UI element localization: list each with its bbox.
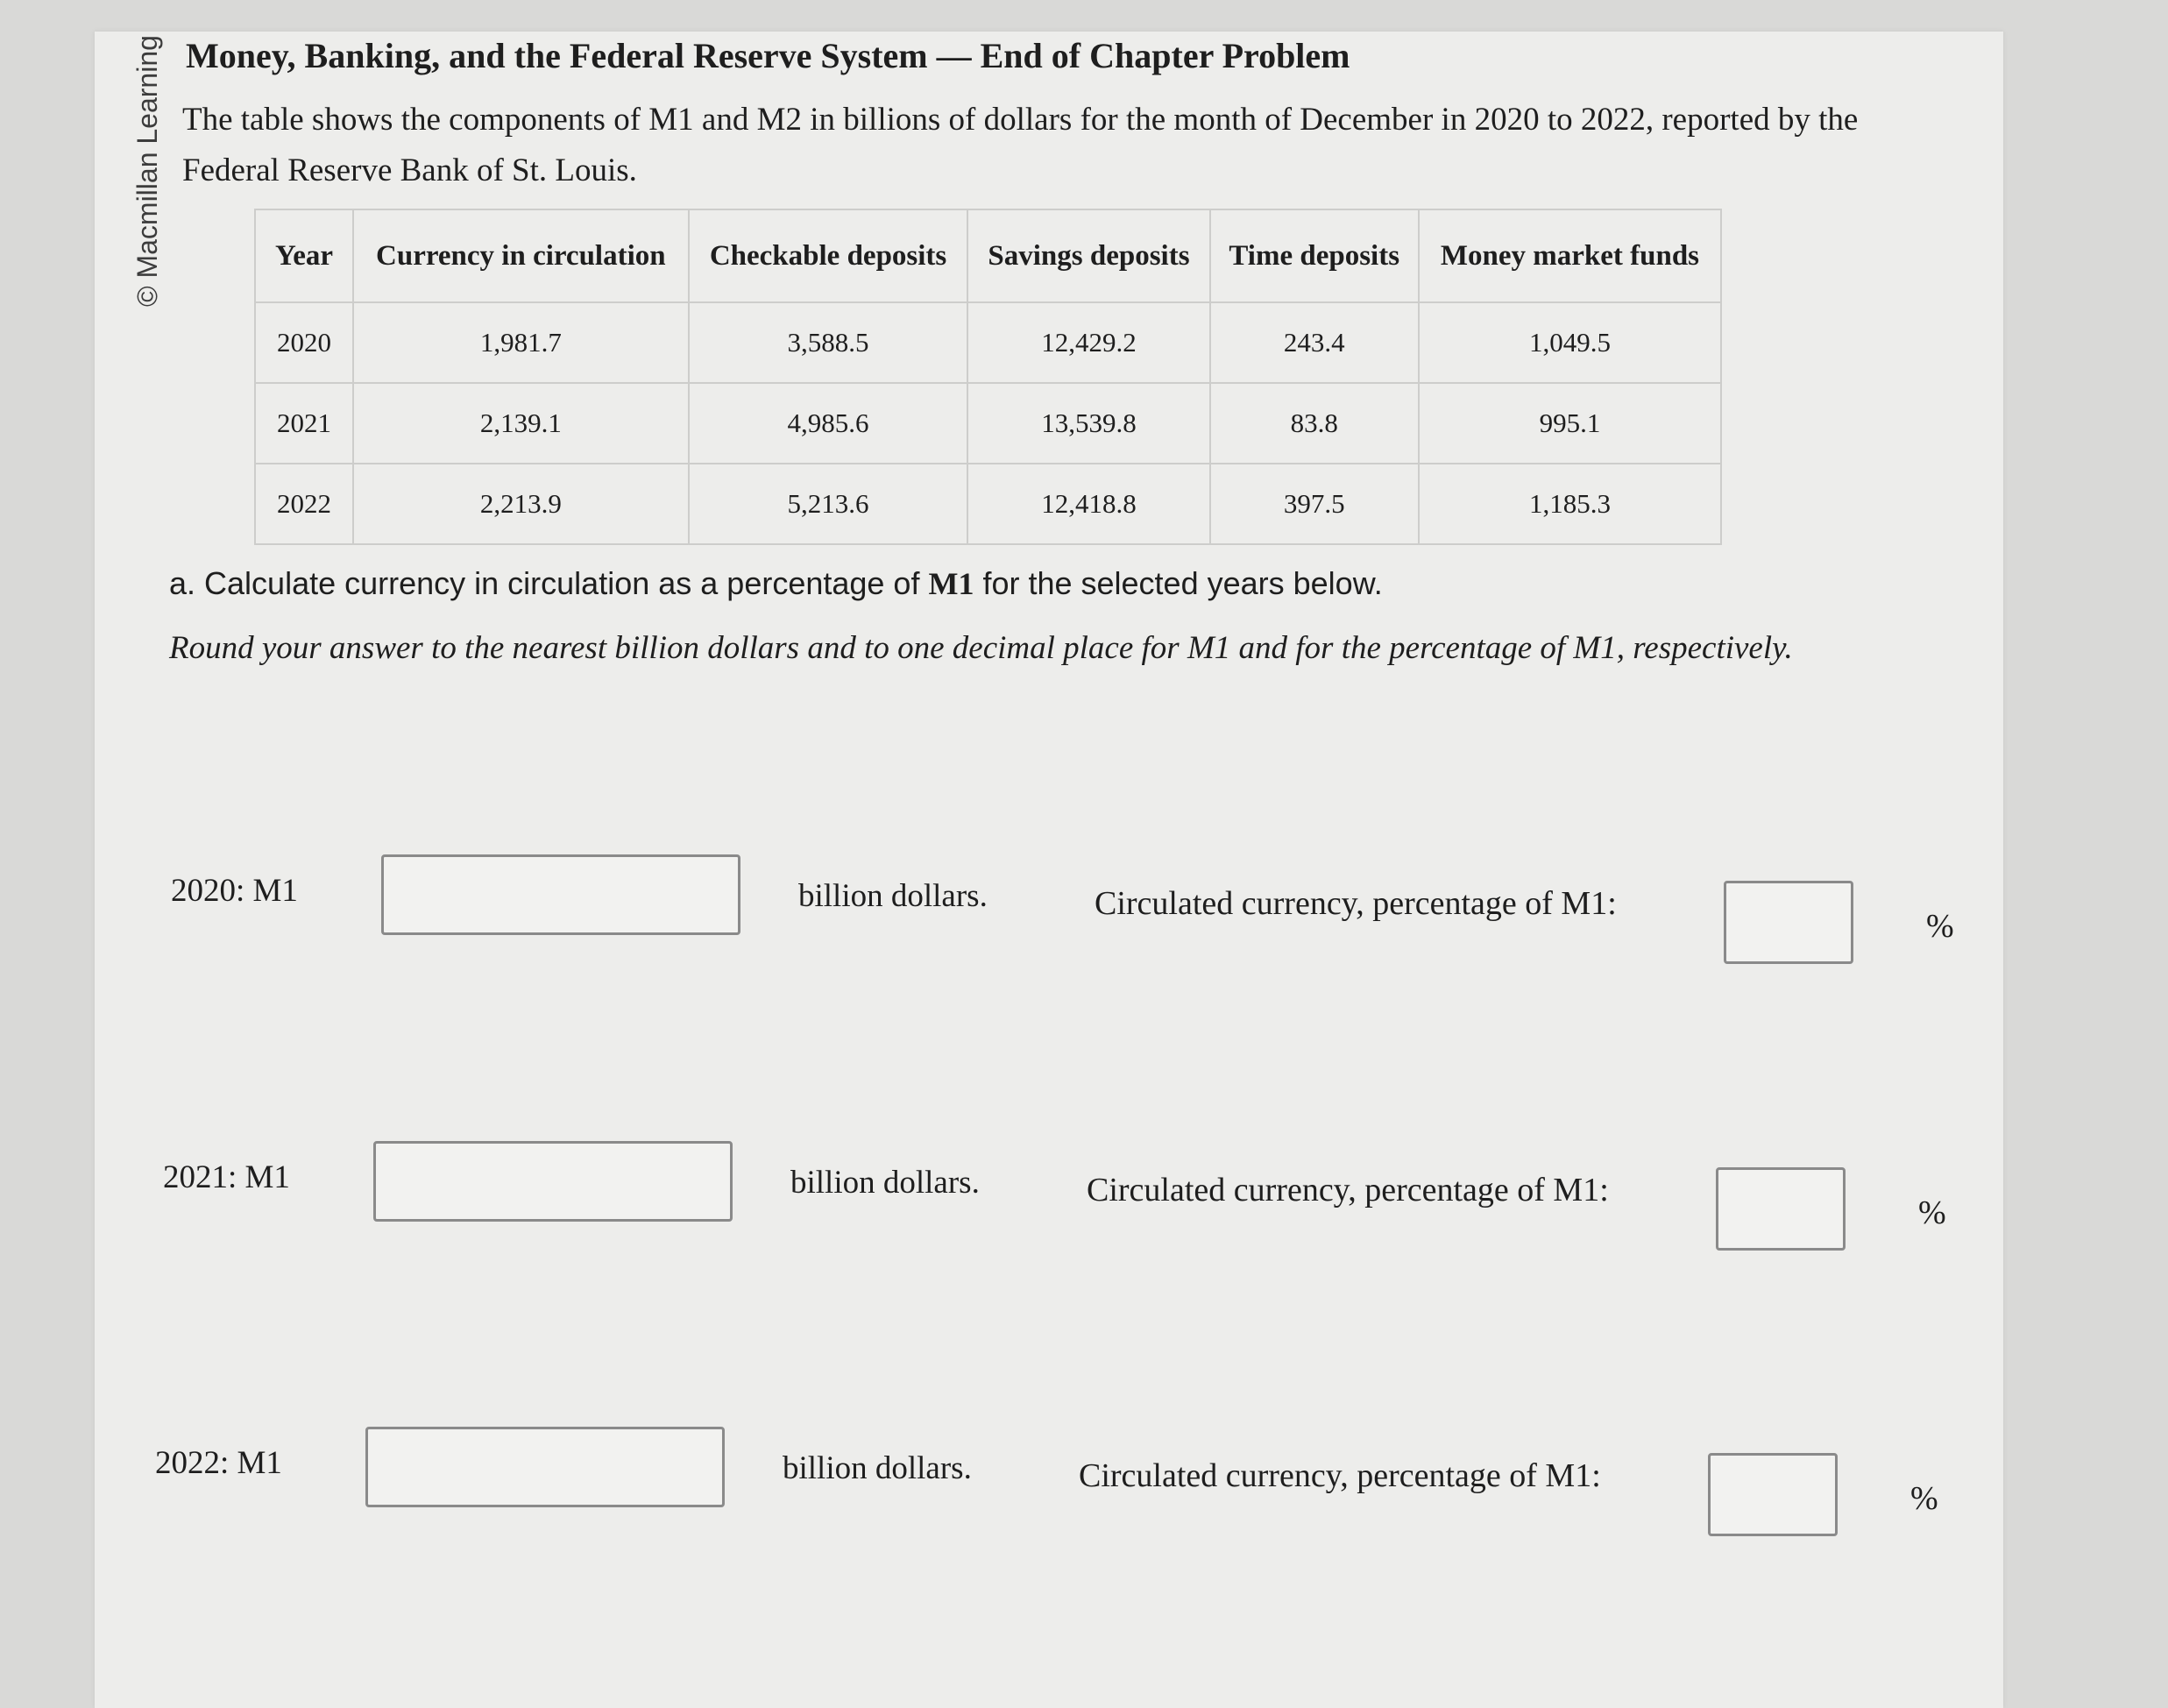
percentage-label: Circulated currency, percentage of M1: xyxy=(1079,1457,1601,1494)
column-header: Time deposits xyxy=(1210,209,1419,302)
column-header: Currency in circulation xyxy=(353,209,689,302)
table-cell: 12,418.8 xyxy=(967,464,1209,544)
table-header-row xyxy=(255,209,1721,302)
year-cell: 2020 xyxy=(255,302,353,383)
table-cell: 995.1 xyxy=(1419,383,1721,464)
table-cell: 1,185.3 xyxy=(1419,464,1721,544)
table-cell: 5,213.6 xyxy=(689,464,968,544)
column-header: Checkable deposits xyxy=(689,209,968,302)
answer-year-label: 2021: M1 xyxy=(163,1159,290,1195)
problem-title: Money, Banking, and the Federal Reserve System — End of Chapter Problem xyxy=(186,36,1350,75)
column-header: Money market funds xyxy=(1419,209,1721,302)
answer-row-2022 xyxy=(155,1418,2168,1517)
answer-row-2020 xyxy=(171,846,2168,945)
unit-label: billion dollars. xyxy=(798,878,988,914)
table-cell: 13,539.8 xyxy=(967,383,1209,464)
m1-2022-input[interactable] xyxy=(365,1427,725,1507)
table-cell: 243.4 xyxy=(1210,302,1419,383)
answer-year-label: 2022: M1 xyxy=(155,1445,282,1481)
answer-row-2021 xyxy=(163,1132,2168,1231)
percent-sign: % xyxy=(1918,1194,1946,1231)
table-row xyxy=(255,302,1721,383)
question-m1-term: M1 xyxy=(928,566,974,601)
percentage-2022-input[interactable] xyxy=(1708,1453,1838,1536)
question-suffix: for the selected years below. xyxy=(974,565,1383,601)
copyright-watermark: © Macmillan Learning xyxy=(131,35,163,307)
percentage-2020-input[interactable] xyxy=(1724,881,1853,964)
money-components-table xyxy=(254,209,1722,545)
rounding-instruction: Round your answer to the nearest billion dollars and to one decimal place for M1 and for the percentage of M1, respectively. xyxy=(169,630,1793,666)
unit-label: billion dollars. xyxy=(790,1165,980,1201)
table-row xyxy=(255,464,1721,544)
answer-year-label: 2020: M1 xyxy=(171,873,298,909)
percentage-2021-input[interactable] xyxy=(1716,1167,1846,1251)
table-row xyxy=(255,383,1721,464)
year-cell: 2022 xyxy=(255,464,353,544)
year-cell: 2021 xyxy=(255,383,353,464)
table-cell: 397.5 xyxy=(1210,464,1419,544)
table-cell: 1,981.7 xyxy=(353,302,689,383)
percent-sign: % xyxy=(1926,908,1954,945)
m1-2021-input[interactable] xyxy=(373,1141,733,1222)
table-cell: 83.8 xyxy=(1210,383,1419,464)
unit-label: billion dollars. xyxy=(783,1450,972,1486)
column-header: Savings deposits xyxy=(967,209,1209,302)
table-cell: 1,049.5 xyxy=(1419,302,1721,383)
percentage-label: Circulated currency, percentage of M1: xyxy=(1087,1172,1609,1208)
percent-sign: % xyxy=(1910,1480,1938,1517)
table-cell: 2,139.1 xyxy=(353,383,689,464)
table-cell: 12,429.2 xyxy=(967,302,1209,383)
m1-2020-input[interactable] xyxy=(381,854,740,935)
column-header: Year xyxy=(255,209,353,302)
table-cell: 4,985.6 xyxy=(689,383,968,464)
question-part-a xyxy=(169,565,1383,602)
problem-intro: The table shows the components of M1 and M2 in billions of dollars for the month of December in 2020 to 2022, reported by the Federal Reserve Bank of St. Louis. xyxy=(182,102,1859,188)
table-cell: 2,213.9 xyxy=(353,464,689,544)
question-prefix: a. Calculate currency in circulation as a percentage of xyxy=(169,565,929,601)
percentage-label: Circulated currency, percentage of M1: xyxy=(1095,885,1617,922)
table-cell: 3,588.5 xyxy=(689,302,968,383)
